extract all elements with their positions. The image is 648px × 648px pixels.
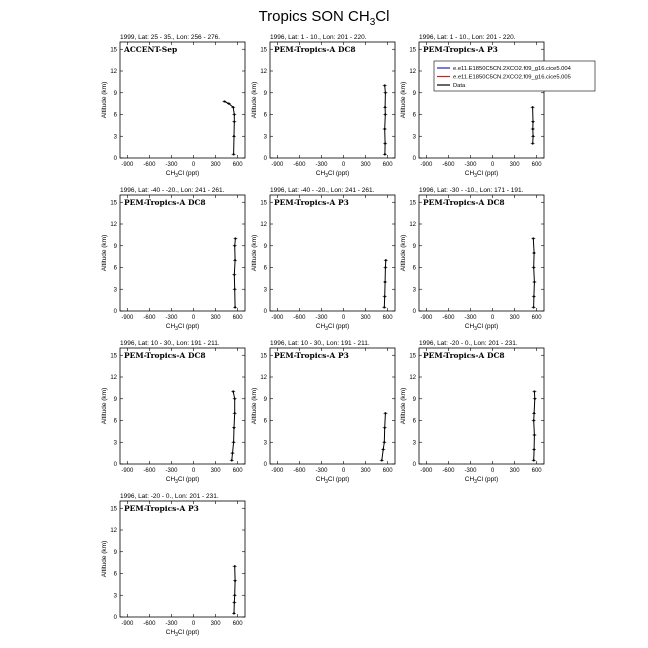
chart-panel (101, 187, 245, 332)
y-axis-label: Altitude (km) (101, 234, 108, 272)
y-tick-label: 15 (110, 47, 117, 54)
x-tick-label: 300 (360, 162, 371, 168)
x-tick-label: -600 (143, 468, 156, 474)
y-tick-label: 0 (412, 462, 416, 468)
x-tick-label: 600 (232, 162, 243, 168)
y-tick-label: 0 (263, 309, 267, 315)
y-tick-label: 6 (113, 571, 117, 578)
x-tick-label: 600 (531, 315, 542, 321)
panel-campaign-label: PEM-Tropics-A DC8 (423, 351, 505, 360)
panel-campaign-label: PEM-Tropics-A DC8 (274, 45, 356, 54)
x-tick-label: -600 (442, 315, 455, 321)
x-tick-label: 300 (210, 468, 221, 474)
y-tick-label: 6 (113, 112, 117, 119)
x-tick-label: -600 (143, 621, 156, 627)
y-tick-label: 6 (263, 418, 267, 425)
panel-subtitle: 1996, Lat: -20 - 0., Lon: 201 - 231. (120, 493, 219, 500)
panel-frame (270, 348, 395, 464)
y-tick-label: 9 (113, 90, 117, 97)
data-series-line (382, 413, 386, 460)
y-tick-label: 6 (412, 418, 416, 425)
data-series-line (533, 107, 534, 143)
y-tick-label: 12 (110, 375, 117, 381)
x-tick-label: 0 (341, 315, 346, 321)
x-axis-label: $CH_3Cl$ (ppt) (464, 170, 499, 179)
y-axis-label: Altitude (km) (400, 387, 407, 425)
figure-title-sub: 3 (369, 17, 376, 28)
x-tick-label: 600 (531, 162, 542, 168)
x-axis-label: $CH_3Cl$ (ppt) (464, 476, 499, 485)
x-tick-label: 0 (490, 162, 495, 168)
panel-campaign-label: ACCENT-Sep (124, 45, 178, 54)
y-tick-label: 12 (110, 222, 117, 228)
x-tick-label: 0 (191, 315, 196, 321)
panel-subtitle: 1996, Lat: 1 - 10., Lon: 201 - 220. (270, 34, 367, 41)
y-tick-label: 9 (113, 243, 117, 250)
y-tick-label: 3 (113, 593, 117, 600)
panel-campaign-label: PEM-Tropics-A P3 (124, 504, 199, 513)
panel-frame (120, 195, 245, 311)
x-tick-label: 300 (210, 621, 221, 627)
y-tick-label: 0 (113, 309, 117, 315)
x-tick-label: 0 (490, 468, 495, 474)
y-tick-label: 9 (412, 396, 416, 403)
y-tick-label: 15 (260, 353, 267, 360)
x-tick-label: -300 (464, 315, 477, 321)
x-tick-label: 0 (490, 315, 495, 321)
x-tick-label: -600 (143, 162, 156, 168)
y-tick-label: 9 (263, 243, 267, 250)
y-axis-label: Altitude (km) (101, 387, 108, 425)
figure-title-tail: Cl (375, 8, 390, 25)
x-tick-label: 300 (509, 162, 520, 168)
panel-subtitle: 1996, Lat: 1 - 10., Lon: 201 - 220. (419, 34, 516, 41)
chart-panel (101, 34, 245, 179)
y-tick-label: 9 (263, 396, 267, 403)
y-tick-label: 9 (263, 90, 267, 97)
x-tick-label: -600 (293, 468, 306, 474)
panel-campaign-label: PEM-Tropics-A DC8 (124, 351, 206, 360)
y-tick-label: 15 (110, 506, 117, 513)
panel-campaign-label: PEM-Tropics-A DC8 (423, 198, 505, 207)
panel-frame (270, 42, 395, 158)
y-tick-label: 0 (412, 156, 416, 162)
y-tick-label: 0 (113, 615, 117, 621)
panel-campaign-label: PEM-Tropics-A P3 (274, 198, 349, 207)
y-tick-label: 15 (260, 47, 267, 54)
chart-panel (101, 340, 245, 485)
x-tick-label: -900 (121, 468, 134, 474)
y-tick-label: 12 (260, 69, 267, 75)
x-tick-label: -900 (271, 162, 284, 168)
legend-entry-label: e.e11.E1850C5CN.2XCO2.f09_g16.cice5.004 (453, 66, 571, 72)
x-tick-label: 300 (509, 468, 520, 474)
x-tick-label: 600 (232, 468, 243, 474)
y-axis-label: Altitude (km) (251, 234, 258, 272)
y-tick-label: 6 (113, 265, 117, 272)
y-axis-label: Altitude (km) (251, 387, 258, 425)
x-tick-label: -900 (420, 315, 433, 321)
x-tick-label: -600 (442, 468, 455, 474)
y-axis-label: Altitude (km) (400, 234, 407, 272)
y-axis-label: Altitude (km) (400, 81, 407, 119)
y-tick-label: 0 (113, 462, 117, 468)
y-tick-label: 12 (409, 69, 416, 75)
chart-panel (400, 187, 544, 332)
x-axis-label: $CH_3Cl$ (ppt) (165, 170, 200, 179)
panel-frame (270, 195, 395, 311)
y-tick-label: 15 (260, 200, 267, 207)
panel-campaign-label: PEM-Tropics-A P3 (423, 45, 498, 54)
x-axis-label: $CH_3Cl$ (ppt) (315, 323, 350, 332)
x-tick-label: 600 (382, 162, 393, 168)
data-series-line (234, 239, 235, 308)
y-tick-label: 3 (412, 134, 416, 141)
legend-entry-label: Data (453, 83, 466, 89)
x-axis-label: $CH_3Cl$ (ppt) (165, 323, 200, 332)
y-tick-label: 15 (110, 353, 117, 360)
y-tick-label: 3 (263, 440, 267, 447)
chart-panel (101, 493, 245, 638)
x-tick-label: -900 (271, 315, 284, 321)
x-tick-label: 0 (191, 621, 196, 627)
y-tick-label: 12 (409, 375, 416, 381)
y-tick-label: 9 (113, 396, 117, 403)
y-tick-label: 3 (113, 287, 117, 294)
y-tick-label: 12 (260, 375, 267, 381)
y-tick-label: 3 (263, 134, 267, 141)
panel-subtitle: 1996, Lat: -40 - -20., Lon: 241 - 261. (120, 187, 225, 194)
x-tick-label: 0 (191, 468, 196, 474)
x-tick-label: 600 (382, 468, 393, 474)
x-axis-label: $CH_3Cl$ (ppt) (464, 323, 499, 332)
x-tick-label: 300 (210, 162, 221, 168)
x-tick-label: -300 (165, 621, 178, 627)
y-tick-label: 3 (113, 440, 117, 447)
y-tick-label: 9 (412, 243, 416, 250)
y-tick-label: 0 (263, 462, 267, 468)
x-tick-label: -900 (420, 162, 433, 168)
panel-subtitle: 1996, Lat: 10 - 30., Lon: 191 - 211. (120, 340, 220, 347)
x-tick-label: 300 (360, 468, 371, 474)
x-axis-label: $CH_3Cl$ (ppt) (165, 629, 200, 638)
legend (434, 61, 595, 91)
y-tick-label: 3 (263, 287, 267, 294)
panel-subtitle: 1996, Lat: -30 - -10., Lon: 171 - 191. (419, 187, 524, 194)
panel-frame (419, 348, 544, 464)
x-tick-label: -300 (315, 315, 328, 321)
data-series-line (232, 392, 235, 461)
x-axis-label: $CH_3Cl$ (ppt) (315, 476, 350, 485)
chart-panel (251, 34, 395, 179)
x-tick-label: 600 (232, 315, 243, 321)
x-tick-label: 300 (360, 315, 371, 321)
panel-subtitle: 1999, Lat: 25 - 35., Lon: 256 - 276. (120, 34, 221, 41)
y-tick-label: 0 (113, 156, 117, 162)
chart-panel (400, 34, 595, 179)
panel-campaign-label: PEM-Tropics-A DC8 (124, 198, 206, 207)
y-tick-label: 15 (110, 200, 117, 207)
x-tick-label: -300 (165, 315, 178, 321)
x-tick-label: -900 (420, 468, 433, 474)
x-tick-label: -600 (293, 315, 306, 321)
y-axis-label: Altitude (km) (101, 540, 108, 578)
x-tick-label: -900 (121, 162, 134, 168)
panel-frame (419, 42, 544, 158)
y-tick-label: 9 (113, 549, 117, 556)
panel-subtitle: 1996, Lat: -40 - -20., Lon: 241 - 261. (270, 187, 375, 194)
y-axis-label: Altitude (km) (101, 81, 108, 119)
x-tick-label: -300 (315, 162, 328, 168)
x-tick-label: -300 (464, 162, 477, 168)
x-tick-label: -300 (165, 468, 178, 474)
y-tick-label: 6 (113, 418, 117, 425)
x-tick-label: -600 (293, 162, 306, 168)
y-tick-label: 6 (412, 112, 416, 119)
x-tick-label: -600 (442, 162, 455, 168)
y-tick-label: 6 (263, 112, 267, 119)
panel-frame (120, 348, 245, 464)
y-tick-label: 0 (412, 309, 416, 315)
y-tick-label: 15 (409, 200, 416, 207)
x-tick-label: -300 (315, 468, 328, 474)
chart-panel (251, 340, 395, 485)
figure-title-main: Tropics SON CH (258, 8, 370, 25)
x-tick-label: 0 (341, 162, 346, 168)
y-tick-label: 6 (412, 265, 416, 272)
panel-subtitle: 1996, Lat: 10 - 30., Lon: 191 - 211. (270, 340, 370, 347)
y-tick-label: 15 (409, 353, 416, 360)
y-tick-label: 12 (110, 528, 117, 534)
x-tick-label: -600 (143, 315, 156, 321)
x-tick-label: -300 (464, 468, 477, 474)
x-tick-label: -900 (121, 621, 134, 627)
y-tick-label: 0 (263, 156, 267, 162)
panel-frame (120, 42, 245, 158)
y-tick-label: 3 (412, 287, 416, 294)
chart-panel (400, 340, 544, 485)
data-series-line (224, 102, 234, 155)
x-tick-label: 600 (232, 621, 243, 627)
panel-subtitle: 1996, Lat: -20 - 0., Lon: 201 - 231. (419, 340, 518, 347)
legend-entry-label: e.e11.E1850C5CN.2XCO2.f09_g16.cice5.005 (453, 74, 571, 81)
x-tick-label: 0 (341, 468, 346, 474)
x-tick-label: -900 (121, 315, 134, 321)
y-tick-label: 9 (412, 90, 416, 97)
x-axis-label: $CH_3Cl$ (ppt) (165, 476, 200, 485)
y-tick-label: 6 (263, 265, 267, 272)
y-tick-label: 12 (260, 222, 267, 228)
chart-panel (251, 187, 395, 332)
x-tick-label: 0 (191, 162, 196, 168)
x-tick-label: 600 (531, 468, 542, 474)
x-tick-label: -900 (271, 468, 284, 474)
panel-campaign-label: PEM-Tropics-A P3 (274, 351, 349, 360)
x-tick-label: 600 (382, 315, 393, 321)
y-tick-label: 3 (113, 134, 117, 141)
x-tick-label: -300 (165, 162, 178, 168)
y-tick-label: 12 (110, 69, 117, 75)
y-tick-label: 15 (409, 47, 416, 54)
x-tick-label: 300 (210, 315, 221, 321)
panel-frame (419, 195, 544, 311)
x-tick-label: 300 (509, 315, 520, 321)
y-tick-label: 3 (412, 440, 416, 447)
panel-frame (120, 501, 245, 617)
y-tick-label: 12 (409, 222, 416, 228)
data-series-line (234, 566, 235, 613)
y-axis-label: Altitude (km) (251, 81, 258, 119)
x-axis-label: $CH_3Cl$ (ppt) (315, 170, 350, 179)
